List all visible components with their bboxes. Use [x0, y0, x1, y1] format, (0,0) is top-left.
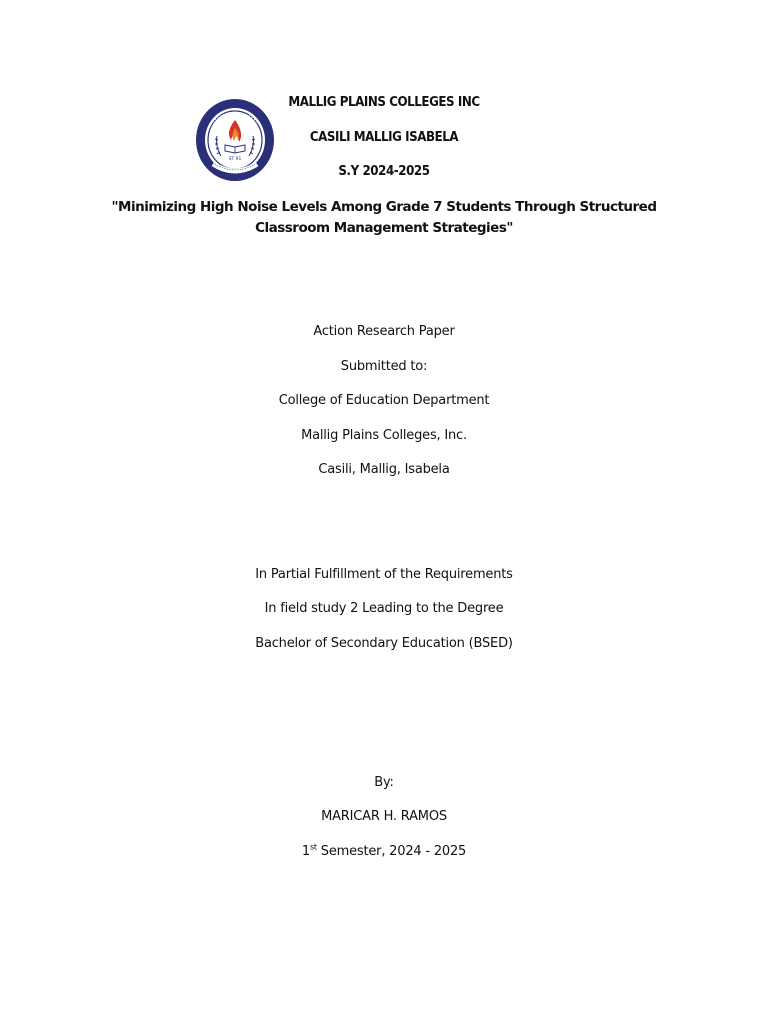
fulfillment-line-1: In Partial Fulfillment of the Requirements	[255, 567, 513, 582]
paper-type: Action Research Paper	[313, 324, 455, 339]
fulfillment-line-2: In field study 2 Leading to the Degree	[264, 601, 504, 616]
semester-line	[0, 844, 768, 859]
college-location: Casili, Mallig, Isabela	[318, 462, 450, 477]
school-year: S.Y 2024-2025	[338, 163, 430, 179]
semester-text: Semester, 2024 - 2025	[316, 844, 467, 859]
semester-number: 1	[301, 844, 310, 859]
degree-name: Bachelor of Secondary Education (BSED)	[255, 636, 513, 651]
institution-address: CASILI MALLIG ISABELA	[309, 129, 459, 145]
by-label: By:	[374, 775, 394, 790]
department-name: College of Education Department	[278, 393, 490, 408]
institution-name: MALLIG PLAINS COLLEGES INC	[288, 94, 480, 110]
paper-title: "Minimizing High Noise Levels Among Grade 7 Students Through Structured Classroom Management Strategies"	[111, 199, 657, 236]
svg-text:ST 91: ST 91	[228, 157, 242, 162]
semester-ordinal-suffix: st	[309, 842, 317, 852]
submitted-to-label: Submitted to:	[340, 359, 428, 374]
college-name: Mallig Plains Colleges, Inc.	[301, 428, 467, 443]
author-name: MARICAR H. RAMOS	[321, 809, 447, 824]
